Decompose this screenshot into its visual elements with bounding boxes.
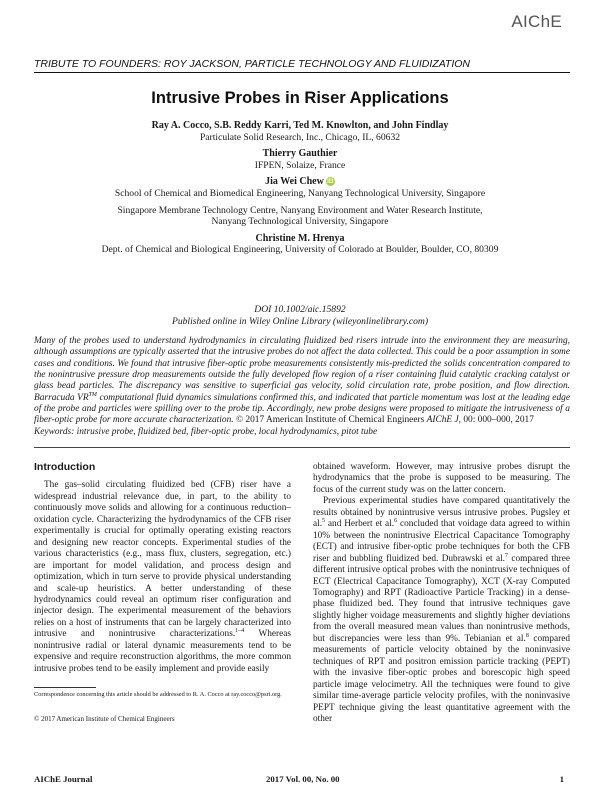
author-block	[0, 120, 600, 256]
left-column	[34, 462, 291, 675]
journal-brand: AIChE	[511, 12, 562, 31]
citation-ref[interactable]: 6	[394, 518, 398, 525]
affiliation-4: Dept. of Chemical and Biological Engineering, University of Colorado at Boulder, Boulder, CO, 80309	[101, 244, 499, 256]
correspondence-footnote: Correspondence concerning this article should be addressed to R. A. Cocco at ray.cocco@psri.org.	[34, 691, 282, 698]
affiliation-3a: School of Chemical and Biomedical Engineering, Nanyang Technological University, Singapore	[114, 187, 486, 199]
doi-line[interactable]: DOI 10.1002/aic.15892	[254, 304, 346, 315]
affiliation-3b-line2: Nanyang Technological University, Singapore	[211, 216, 389, 228]
author-name-3-line	[0, 176, 600, 188]
abstract-copyright: © 2017 American Institute of Chemical Engineers	[233, 415, 427, 426]
intro-paragraph-continued: obtained waveform. However, may intrusive probes disrupt the hydrodynamics that the probe is supposed to be measuring. The focus of the current study was on the latter concern.	[313, 462, 570, 495]
copyright-notice: © 2017 American Institute of Chemical Engineers	[34, 715, 175, 723]
citation-ref[interactable]: 7	[505, 552, 508, 559]
footer-issue: 2017 Vol. 00, No. 00	[266, 774, 340, 784]
right-column	[313, 462, 570, 725]
introduction-heading: Introduction	[34, 461, 96, 473]
affiliation-2: IFPEN, Solaize, France	[254, 159, 346, 171]
trademark: TM	[88, 391, 97, 398]
abstract-divider	[34, 447, 570, 448]
citation-ref[interactable]: 5	[322, 518, 326, 525]
intro-paragraph-2: Previous experimental studies have compared quantitatively the results obtained by nonintrusive versus intrusive probes. Pugsley et al.$^5$ and Herbert et al.$^6$ concluded that voidage data agreed to within 10% between the nonintrusive Electrical Capacitance Tomography (ECT) and intrusive fiber-optic probe techniques for both the CFB riser and bubbling fluidized bed. Dubrawski et al.$^7$ compared three different intrusive optical probes with the nonintrusive techniques of ECT (Electrical Capacitance Tomography), XCT (X-ray Computed Tomography) and RPT (Radioactive Particle Tracking) in a dense-phase fluidized bed. They found that intrusive techniques gave slightly higher voidage measurements and slightly higher deviations from the overall measured mean values than nonintrusive methods, but discrepancies were less than 9%. Tebianian et al.$^8$ compared measurements of particle velocity obtained by the noninvasive techniques of RPT and positron emission particle tracking (PEPT) with the invasive fiber-optic probes and borescopic high speed particle image velocimetry. All the techniques were found to give similar time-average particle velocity profiles, with the noninvasive PEPT technique giving the least quantitative agreement with the other	[313, 496, 571, 724]
citation-ref[interactable]: 8	[525, 632, 529, 639]
affiliation-1: Particulate Solid Research, Inc., Chicago, IL, 60632	[199, 131, 401, 143]
abstract-text: Many of the probes used to understand hydrodynamics in circulating fluidized bed risers intrude into the environment they are measuring, although assumptions are typically asserted that the intrusive probes do not affect the data collected. This could be a poor assumption in some cases and conditions. We found that intrusive fiber-optic probe measurements consistently mis-predicted the solids concentration compared to the nonintrusive pressure drop measurements outside the fully developed flow region of a riser containing fluid catalytic cracking catalyst or glass bead particles. The discrepancy was sensitive to superficial gas velocity, solid circulation rate, probe position, and flow direction. Barracuda VR™ computational fluid dynamics simulations confirmed this, and indicated that particle momentum was lost at the leading edge of the probe and particles were spilling over to the probe tip. Accordingly, new probe designs were proposed to mitigate the intrusiveness of a fiber-optic probe for more accurate characterization. © 2017 American Institute of Chemical Engineers AIChE J, 00: 000–000, 2017	[34, 336, 570, 426]
doi-block	[0, 304, 600, 328]
online-library-line: Published online in Wiley Online Library (wileyonlinelibrary.com)	[171, 316, 429, 327]
author-name-2: Thierry Gauthier	[262, 148, 338, 160]
page-number: 1	[559, 774, 564, 784]
author-name-3: Jia Wei Chew	[265, 176, 324, 188]
article-title: Intrusive Probes in Riser Applications	[151, 89, 449, 107]
section-banner: TRIBUTE TO FOUNDERS: ROY JACKSON, PARTICLE TECHNOLOGY AND FLUIDIZATION	[34, 58, 570, 73]
footer-journal: AIChE Journal	[34, 774, 93, 784]
journal-abbrev: AIChE J	[426, 415, 459, 426]
footnote-divider	[34, 687, 96, 688]
author-names-1: Ray A. Cocco, S.B. Reddy Karri, Ted M. Knowlton, and John Findlay	[151, 120, 449, 131]
citation: , 00: 000–000, 2017	[458, 415, 534, 426]
affiliation-3b-line1: Singapore Membrane Technology Centre, Nanyang Environment and Water Research Institute,	[117, 204, 483, 216]
author-name-4: Christine M. Hrenya	[255, 232, 345, 244]
keywords: Keywords: intrusive probe, fluidized bed, fiber-optic probe, local hydrodynamics, pitot tube	[34, 426, 378, 437]
intro-paragraph-1: The gas–solid circulating fluidized bed (CFB) riser have a widespread industrial relevance due, in part, to the ability to continuously move solids and allowing for a continuous reduction–oxidation cycle. Characterizing the hydrodynamics of the CFB riser experimentally is crucial for optimally operating existing reactors and designing new reactor concepts. Experimental studies of the various characteristics (e.g., mass flux, clusters, segregation, etc.) are important for model validation, and process design and optimization, which in turn serve to provide physical understanding and scale-up heuristics. A better understanding of these hydrodynamics could reveal an optimum riser configuration and injector design. The experimental measurement of the behaviors relies on a host of instruments that can be largely characterized into intrusive and nonintrusive characterizations.$^{1-4}$ Whereas nonintrusive radial or lateral dynamic measurements tend to be expensive and require reconstruction algorithms, the more common intrusive probes tend to be easily implement and provide easily	[34, 480, 291, 674]
abstract	[34, 336, 570, 438]
citation-ref[interactable]: 1–4	[235, 628, 245, 635]
orcid-icon[interactable]: iD	[327, 178, 334, 186]
